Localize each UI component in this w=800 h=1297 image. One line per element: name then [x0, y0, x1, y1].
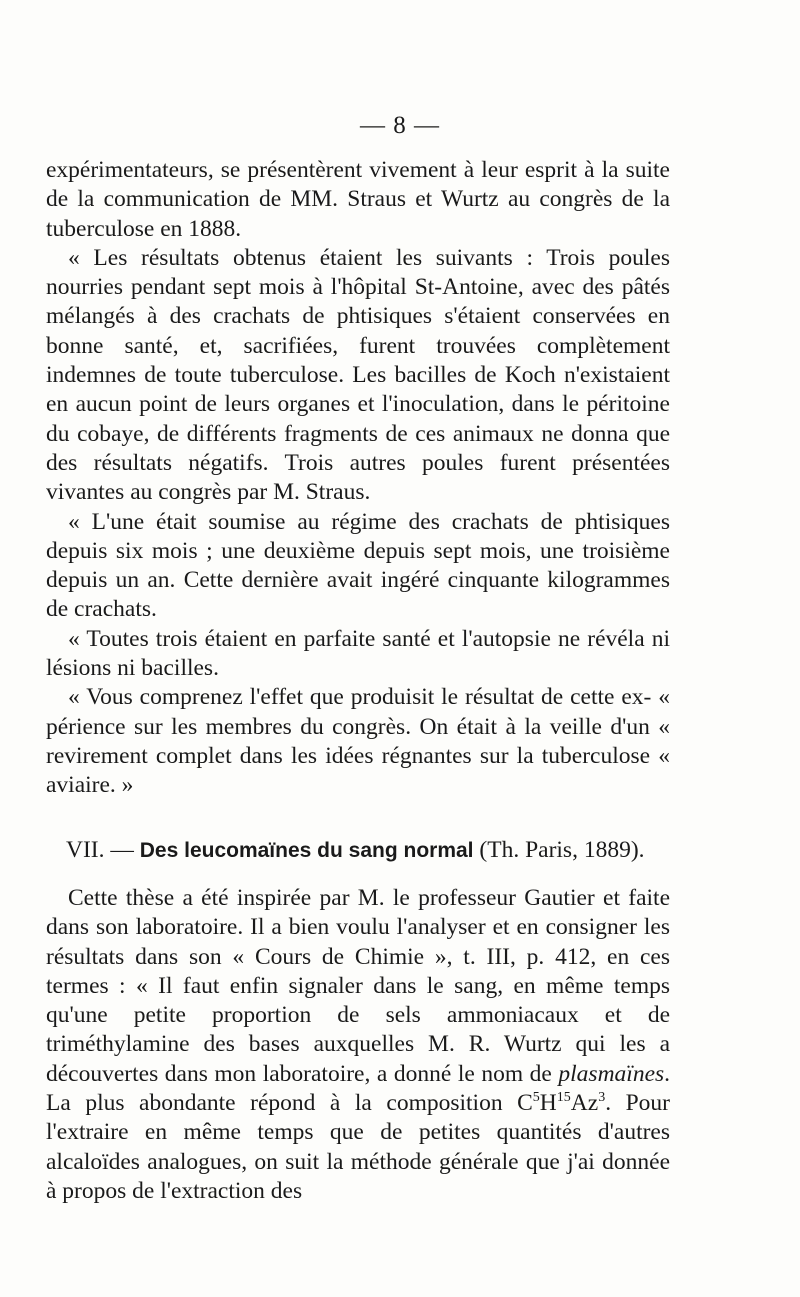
paragraph: « Les résultats obtenus étaient les suivants : Trois poules nourries pendant sept mois à l'hôpital St-Antoine, avec des pâtés mélangés à des crachats de phtisiques s'étaient conservées en bonne santé, et, sacrifiées, furent trouvées complètement indemnes de toute tuberculose. Les bacilles de Koch n'existaient en aucun point de leurs organes et l'inoculation, dans le péritoine du cobaye, de différents fragments de ces animaux ne donna que des résultats négatifs. Trois autres poules furent présentées vivantes au congrès par M. Straus. [46, 244, 670, 506]
paragraph: « Toutes trois étaient en parfaite santé et l'autopsie ne révéla ni lésions ni bacilles. [46, 625, 670, 682]
page-number: — 8 — [360, 112, 440, 139]
formula-element: H [539, 1090, 557, 1117]
text-run: . Pour l'extraire en même temps que de petites quantités d'autres alcaloïdes analogues, on suit la méthode générale que j'ai donnée à propos de l'extraction des [46, 1090, 670, 1204]
section-reference: (Th. Paris, 1889). [479, 837, 645, 863]
formula-element: Az [570, 1090, 599, 1117]
body-text-top [46, 156, 670, 801]
paragraph: « Vous comprenez l'effet que produisit le résultat de cette ex- « périence sur les membres du congrès. On était à la veille d'un « revirement complet dans les idées régnantes sur la tuberculose « aviaire. » [46, 684, 670, 799]
section-number: VII. — [66, 837, 134, 863]
formula-subscript: 5 [532, 1090, 540, 1106]
body-text-bottom [46, 884, 670, 1206]
italic-term: plasmaïnes [558, 1060, 665, 1087]
text-run: . La plus abondante répond à la composition C [46, 1060, 671, 1117]
section-heading [66, 836, 686, 865]
formula-subscript: 3 [598, 1090, 606, 1106]
paragraph: expérimentateurs, se présentèrent vivement à leur esprit à la suite de la communication de MM. Straus et Wurtz au congrès de la tuberculose en 1888. [46, 157, 670, 242]
text-run: Cette thèse a été inspirée par M. le professeur Gautier et faite dans son laboratoire. Il a bien voulu l'analyser et en consigner les résultats dans son « Cours de Chimie », t. III, p. 412, en ces termes : « Il faut enfin signaler dans le sang, en même temps qu'une petite proportion de sels ammoniacaux et de triméthylamine des bases auxquelles M. R. Wurtz qui les a découvertes dans mon laboratoire, a donné le nom de [46, 885, 670, 1087]
paragraph [46, 884, 670, 1206]
formula-subscript: 15 [556, 1090, 571, 1106]
section-title: Des leucomaïnes du sang normal [139, 839, 474, 862]
paragraph: « L'une était soumise au régime des crachats de phtisiques depuis six mois ; une deuxième depuis sept mois, une troisième depuis un an. Cette dernière avait ingéré cinquante kilogrammes de crachats. [46, 508, 670, 623]
